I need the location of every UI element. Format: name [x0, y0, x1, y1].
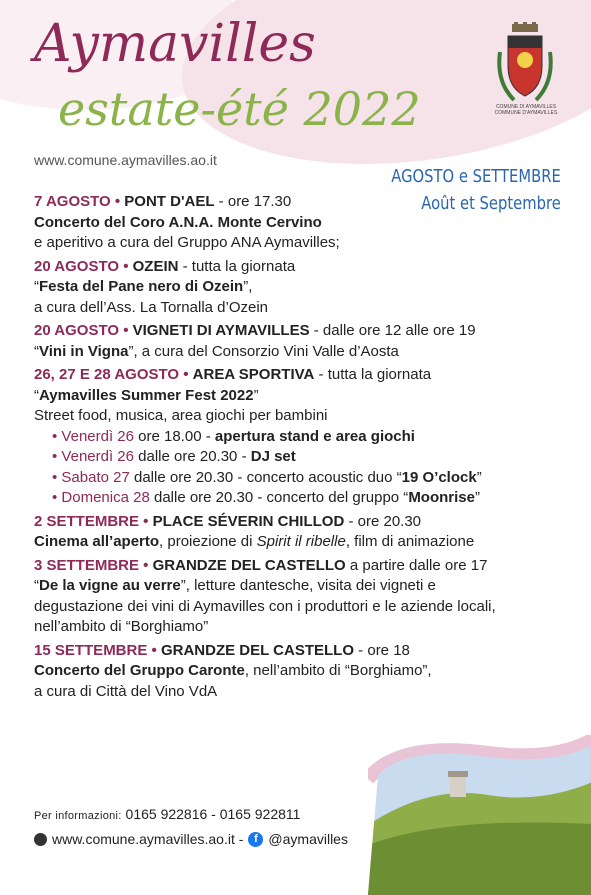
- sub-event-post: ”: [476, 468, 482, 486]
- sub-event-time: dalle ore 20.30 - concerto del gruppo “: [149, 489, 409, 506]
- social-handle[interactable]: @aymavilles: [268, 831, 348, 847]
- web-icon: [34, 833, 47, 846]
- event-place: PONT D'AEL: [124, 193, 215, 210]
- event-title: Concerto del Coro A.N.A. Monte Cervino: [34, 213, 322, 231]
- sub-event-title: 19 O’clock: [401, 468, 477, 486]
- event-time: a partire dalle ore 17: [345, 556, 488, 574]
- event-place: VIGNETI DI AYMAVILLES: [132, 322, 310, 339]
- event-detail: nell’ambito di “Borghiamo”: [34, 618, 209, 635]
- event-place: AREA SPORTIVA: [192, 366, 315, 383]
- sub-event-day: Domenica 28: [61, 489, 150, 506]
- poster-subtitle: estate-été 2022: [58, 82, 421, 136]
- sub-event: • Sabato 27 dalle ore 20.30 - concerto acoustic duo “19 O’clock”: [52, 468, 482, 486]
- event-item: [34, 192, 574, 254]
- event-date: 26, 27 E 28 AGOSTO •: [34, 366, 189, 383]
- event-detail: Street food, musica, area giochi per bambini: [34, 407, 328, 424]
- film-title: Spirit il ribelle: [256, 533, 346, 550]
- event-date: 3 SETTEMBRE •: [34, 556, 149, 574]
- sub-event-day: Sabato 27: [61, 468, 130, 486]
- event-time: - dalle ore 12 alle ore 19: [309, 322, 476, 339]
- event-title: Concerto del Gruppo Caronte: [34, 662, 245, 679]
- sub-event: • Domenica 28 dalle ore 20.30 - concerto del gruppo “Moonrise”: [52, 489, 480, 506]
- event-detail: ”,: [243, 278, 253, 295]
- vineyard-photo: [368, 735, 591, 895]
- event-detail: ”, a cura del Consorzio Vini Valle d’Aosta: [128, 342, 399, 360]
- phone-numbers[interactable]: 0165 922816 - 0165 922811: [121, 806, 301, 822]
- sub-event: • Venerdì 26 ore 18.00 - apertura stand e area giochi: [52, 427, 415, 445]
- quote-close: ”: [253, 386, 259, 404]
- event-place: OZEIN: [132, 257, 179, 275]
- event-date: 20 AGOSTO •: [34, 257, 129, 275]
- sub-event-time: dalle ore 20.30 - concerto acoustic duo “: [129, 468, 402, 486]
- event-date: 2 SETTEMBRE •: [34, 512, 149, 530]
- event-detail: , nell’ambito di “Borghiamo”,: [244, 662, 432, 679]
- event-date: 20 AGOSTO •: [34, 322, 129, 339]
- quote-open: “: [34, 577, 39, 594]
- sub-event-title: apertura stand e area giochi: [214, 427, 415, 445]
- event-item: [34, 257, 574, 319]
- crest-caption: COMUNE DI AYMAVILLES COMMUNE D'AYMAVILLES: [494, 104, 558, 116]
- event-title: Vini in Vigna: [39, 342, 129, 360]
- footer-links: [34, 831, 348, 847]
- sub-event-title: DJ set: [250, 448, 296, 465]
- event-item: [34, 321, 574, 362]
- event-detail: , film di animazione: [345, 533, 475, 550]
- website-link[interactable]: www.comune.aymavilles.ao.it -: [52, 831, 244, 847]
- facebook-icon[interactable]: f: [248, 832, 263, 847]
- events-list: [34, 192, 574, 705]
- sub-event-title: Moonrise: [408, 489, 475, 506]
- event-item: [34, 641, 574, 703]
- months-italian: AGOSTO e SETTEMBRE: [391, 166, 561, 187]
- event-detail: a cura dell’Ass. La Tornalla d’Ozein: [34, 298, 269, 316]
- event-date: 15 SETTEMBRE •: [34, 641, 157, 659]
- event-detail: , proiezione di: [159, 533, 257, 550]
- event-time: - tutta la giornata: [314, 366, 432, 383]
- event-time: - tutta la giornata: [178, 257, 296, 275]
- event-detail: ”, letture dantesche, visita dei vigneti e: [180, 577, 436, 594]
- sub-event: • Venerdì 26 dalle ore 20.30 - DJ set: [52, 448, 296, 465]
- event-time: - ore 17.30: [214, 193, 292, 210]
- event-place: GRANDZE DEL CASTELLO: [160, 641, 355, 659]
- months-french: Août et Septembre: [421, 193, 561, 214]
- sub-event-post: ”: [475, 489, 480, 506]
- quote-open: “: [34, 278, 39, 295]
- event-place: GRANDZE DEL CASTELLO: [152, 556, 346, 574]
- event-place: PLACE SÉVERIN CHILLOD: [152, 512, 345, 530]
- event-item: [34, 365, 574, 509]
- sub-event-day: Venerdì 26: [61, 448, 134, 465]
- event-detail: e aperitivo a cura del Gruppo ANA Aymavilles;: [34, 234, 340, 251]
- contact-info: [34, 806, 300, 822]
- event-title: Festa del Pane nero di Ozein: [39, 278, 244, 295]
- event-item: [34, 512, 574, 553]
- event-title: Aymavilles Summer Fest 2022: [39, 386, 254, 404]
- poster-title: Aymavilles: [34, 14, 316, 74]
- website-link-top[interactable]: www.comune.aymavilles.ao.it: [34, 152, 217, 168]
- event-time: - ore 18: [354, 641, 410, 659]
- contact-label: Per informazioni:: [34, 810, 122, 822]
- sub-event-time: ore 18.00 -: [133, 427, 215, 445]
- event-date: 7 AGOSTO •: [34, 193, 121, 210]
- sub-event-day: Venerdì 26: [61, 427, 134, 445]
- event-title: De la vigne au verre: [39, 577, 181, 594]
- sub-event-time: dalle ore 20.30 -: [133, 448, 251, 465]
- event-time: - ore 20.30: [344, 512, 422, 530]
- event-detail: degustazione dei vini di Aymavilles con i produttori e le aziende locali,: [34, 597, 496, 615]
- quote-open: “: [34, 386, 39, 404]
- event-item: [34, 556, 574, 638]
- event-detail: a cura di Città del Vino VdA: [34, 682, 218, 700]
- event-title: Cinema all’aperto: [34, 533, 160, 550]
- quote-open: “: [34, 342, 39, 360]
